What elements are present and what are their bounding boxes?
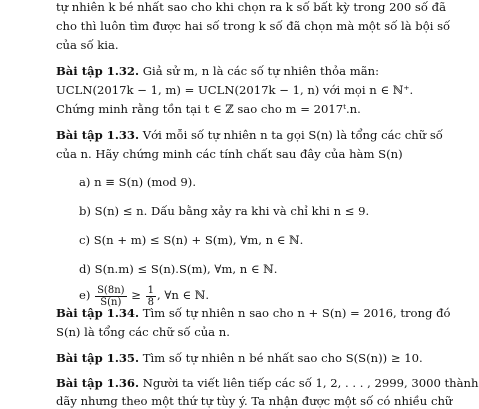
exercise-1-36-line-2: dãy nhưng theo một thứ tự tùy ý. Ta nhận được một số có nhiều chữ [56, 394, 453, 408]
exercise-1-34 [56, 305, 450, 321]
exercise-1-33-line-2: của n. Hãy chứng minh các tính chất sau đây của hàm S(n) [56, 147, 403, 161]
property-c: c) S(n + m) ≤ S(n) + S(m), ∀m, n ∈ ℕ. [79, 233, 304, 247]
property-b: b) S(n) ≤ n. Dấu bằng xảy ra khi và chỉ khi n ≤ 9. [79, 204, 370, 218]
exercise-1-32-text: Giả sử m, n là các số tự nhiên thỏa mãn: [139, 64, 379, 78]
exercise-1-36 [56, 375, 479, 391]
greater-equal-sign: ≥ [131, 288, 141, 302]
text-line-3: của số kia. [56, 38, 119, 52]
property-d: d) S(n.m) ≤ S(n).S(m), ∀m, n ∈ ℕ. [79, 262, 278, 276]
exercise-1-36-text: Người ta viết liên tiếp các số 1, 2, . . . , 2999, 3000 thành [139, 376, 479, 390]
exercise-1-35-label: Bài tập 1.35. [56, 351, 140, 365]
exercise-1-32-line-2: UCLN(2017k − 1, m) = UCLN(2017k − 1, n) với mọi n ∈ ℕ⁺. [56, 83, 414, 97]
property-e-tail: , ∀n ∈ ℕ. [157, 288, 210, 302]
exercise-1-34-text: Tìm số tự nhiên n sao cho n + S(n) = 2016, trong đó [139, 306, 451, 320]
exercise-1-36-label: Bài tập 1.36. [56, 376, 140, 390]
exercise-1-32-line-3: Chứng minh rằng tồn tại t ∈ ℤ sao cho m = 2017ᵗ.n. [56, 102, 361, 116]
property-e-label: e) [79, 288, 91, 302]
fraction-numerator: S(8n) [97, 284, 125, 296]
exercise-1-32-label: Bài tập 1.32. [56, 64, 140, 78]
fraction-denominator: 8 [147, 296, 155, 308]
exercise-1-33-label: Bài tập 1.33. [56, 128, 140, 142]
fraction-numerator: 1 [147, 284, 155, 296]
fraction-denominator: S(n) [100, 296, 122, 308]
exercise-1-33 [56, 127, 443, 143]
exercise-1-35-text: Tìm số tự nhiên n bé nhất sao cho S(S(n)) ≥ 10. [139, 351, 423, 365]
property-a: a) n ≡ S(n) (mod 9). [79, 175, 197, 189]
exercise-1-34-line-2: S(n) là tổng các chữ số của n. [56, 325, 230, 339]
exercise-1-33-text: Với mỗi số tự nhiên n ta gọi S(n) là tổng các chữ số [139, 128, 443, 142]
text-line-1: tự nhiên k bé nhất sao cho khi chọn ra k số bất kỳ trong 200 số đã [56, 0, 446, 14]
exercise-1-35 [56, 350, 423, 366]
exercise-1-32 [56, 63, 379, 79]
text-line-2: cho thì luôn tìm được hai số trong k số đã chọn mà một số là bội số [56, 19, 451, 33]
exercise-1-34-label: Bài tập 1.34. [56, 306, 140, 320]
